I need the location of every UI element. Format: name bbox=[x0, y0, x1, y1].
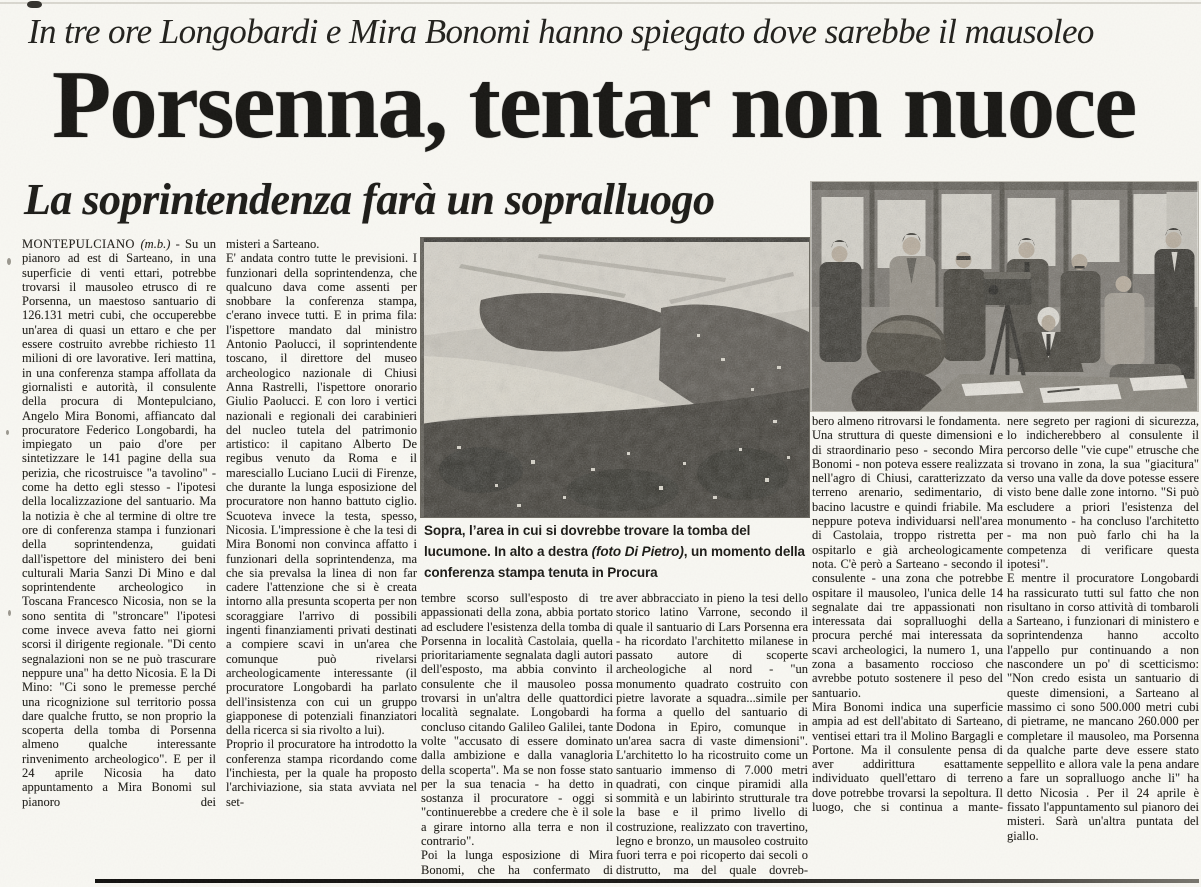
article-paragraph: aver abbracciato in pieno la tesi dello storico latino Varrone, secondo il quale il santuario di Lars Porsenna era - ha ricordato l'architetto milanese in passato autore di scoperte archeologiche al nord - "un monumento quadrato costruito con pietre lavorate a squadra...simile per forma a quello del santuario di Dodona in Epiro, comunque in un'area sacra di vaste dimensioni". L'architetto lo ha ricostruito come un santuario immenso di 7.000 metri quadrati, con cinque piramidi alla sommità e un labirinto strutturale tra la base e il primo livello di costruzione, realizzato con travertino, legno e bronzo, un mausoleo costruito fuori terra e poi ricoperto dai secoli o distrutto, ma del quale dovreb- bbox=[616, 591, 808, 877]
scan-artifact bbox=[6, 430, 9, 435]
article-paragraph: bero almeno ritrovarsi le fondamenta. bbox=[812, 414, 1001, 428]
kicker: In tre ore Longobardi e Mira Bonomi hanno spiegato dove sarebbe il mausoleo bbox=[28, 12, 1094, 51]
article-column-6 bbox=[1007, 414, 1199, 879]
article-column-3 bbox=[421, 591, 613, 887]
dateline: MONTEPULCIANO bbox=[22, 237, 141, 251]
photo-caption bbox=[424, 520, 810, 583]
headline: Porsenna, tentar non nuoce bbox=[52, 51, 1136, 158]
subhead: La soprintendenza farà un sopralluogo bbox=[24, 175, 715, 224]
article-paragraph: MONTEPULCIANO (m.b.) - Su un pianoro ad est di Sarteano, in una superficie di venti ettari, potrebbe trovarsi il mausoleo etrusco di re Porsenna, un maestoso santuario di 126.131 metri cubi, che occuperebbe un'area di quasi un ettaro e che per essere costruito avrebbe richiesto 11 milioni di ore lavorative. Ieri mattina, in una conferenza stampa affollata da giornalisti e autorità, il consulente della procura di Montepulciano, Angelo Mira Bonomi, affiancato dal procuratore Federico Longobardi, ha impiegato un paio d'ore per sintetizzare le 141 pagine della sua perizia, che ricostruisce "a tavolino" - come ha detto egli stesso - l'ipotesi della localizzazione del santuario. Ma la notizia è che al termine di oltre tre ore di conferenza stampa i funzionari della soprintendenza, guidati dall'ispettore del ministero dei beni culturali Maria Sanzi Di Mino e dal soprintendente archeologico in Toscana Francesco Nicosia, non se la sono sentita di "stroncare" l'ipotesi come invece aveva fatto nei giorni scorsi il dirigente regionale. "Di cento segnalazioni non se ne può trascurare neppure una" ha detto Nicosia. E la Di Mino: "Ci sono le premesse perché una ricognizione sul territorio possa dare qualche frutto, se non proprio la scoperta della tomba di Porsenna almeno qualche interessante rinvenimento archeologico". E per il 24 aprile Nicosia ha dato appuntamento a Mira Bonomi sul pianoro dei bbox=[22, 237, 216, 809]
top-scan-rule bbox=[0, 2, 1201, 4]
article-paragraph: tembre scorso sull'esposto di tre appassionati della zona, abbia portato ad escludere l'esistenza della tomba di Porsenna in località Castolaia, quella prioritariamente segnalata dagli autori dell'esposto, ma abbia convinto il consulente che il mausoleo possa trovarsi in un'altra delle quattordici località segnalate. Longobardi ha concluso citando Galileo Galilei, tante volte "accusato di essere dominato dalla ambizione e dalla vanagloria della scoperta". Ma se non fosse stato per la sua tenacia - ha detto in sostanza il procuratore - oggi si "continuerebbe a credere che è il sole a girare intorno alla terra e non il contrario". bbox=[421, 591, 613, 849]
article-paragraph: Poi la lunga esposizione di Mira Bonomi, che ha confermato di bbox=[421, 848, 613, 877]
article-paragraph: Mira Bonomi indica una superficie ampia ad est dell'abitato di Sarteano, ventisei ettari tra il Molino Bargagli e Portone. Ma il consulente pensa di aver addirittura esattamente individuato quell'ettaro di terreno dove potrebbe trovarsi la sepoltura. Il luogo, che si continua a mante- bbox=[812, 699, 1003, 815]
byline-initials: (m.b.) bbox=[140, 237, 171, 251]
press-conference-photo bbox=[810, 181, 1199, 412]
article-paragraph: E' andata contro tutte le previsioni. I funzionari della soprintendenza, che qualcuno dava come assenti per snobbare la conferenza stampa, c'erano invece tutti. E in prima fila: l'ispettore mandato dal ministro Antonio Paolucci, il soprintendente toscano, il direttore del museo archeologico nazionale di Chiusi Anna Rastrelli, l'ispettore onorario Giulio Paolucci. E con loro i vertici nazionali e regionali dei carabinieri del nucleo tutela del patrimonio artistico: il capitano Alberto De regibus venuto da Roma e il maresciallo Luciano Lucii di Firenze, che durante la lunga esposizione del procuratore non hanno battuto ciglio. Scuoteva invece la testa, spesso, Nicosia. L'impressione è che la tesi di Mira Bonomi non convinca affatto i funzionari della soprintendenza, ma che sia prevalsa la linea di non far cadere l'attenzione che si è creata intorno alla presunta scoperta per non scoraggiare l'arrivo di possibili ingenti finanziamenti privati destinati a compiere scavi in un'area che comunque può rivelarsi archeologicamente interessante (il procuratore Longobardi ha parlato dell'insistenza con cui un gruppo giapponese di potenziali finanziatori della ricerca si sia rivolto a lui). bbox=[226, 251, 417, 738]
caption-photo-credit: (foto Di Pietro) bbox=[591, 544, 684, 559]
article-column-5 bbox=[812, 414, 1003, 884]
article-paragraph: misteri a Sarteano. bbox=[226, 237, 320, 251]
article-column-1 bbox=[22, 237, 216, 887]
scan-artifact bbox=[8, 610, 11, 616]
scan-artifact bbox=[27, 1, 42, 8]
article-paragraph: nere segreto per ragioni di sicurezza, lo indicherebbero al consulente il percorso delle "vie cupe" etrusche che si trovano in zona, la sua "giacitura" verso una valle da dove potesse essere visto bene dalle zone intorno. "Si può escludere a priori l'esistenza del monumento - ha concluso l'architetto - ma non può farlo chi ha la competenza di verificare questa ipotesi". bbox=[1007, 414, 1199, 571]
article-paragraph: Proprio il procuratore ha introdotto la conferenza stampa ricordando come l'inchiesta, per la quale ha proposto l'archiviazione, sia stata avviata nel set- bbox=[226, 737, 417, 809]
aerial-area-photo bbox=[420, 237, 810, 518]
caption-text: , un momento della conferenza stampa tenuta in Procura bbox=[424, 544, 805, 580]
caption-text: Sopra, l’area in cui si dovrebbe trovare la tomba del lucumone. In alto a destra bbox=[424, 523, 751, 559]
bottom-article-rule bbox=[95, 879, 1199, 883]
article-paragraph: Una struttura di queste dimensioni e di straordinario peso - secondo Mira Bonomi - non poteva essere realizzata nell'agro di Chiusi, caratterizzato da terreno arenario, sedimentario, di bacino lacustre e quindi friabile. Ma neppure poteva individuarsi nell'area di Castolaia, troppo ristretta per ospitarlo e già archeologicamente nota. C'è però a Sarteano - secondo il consulente - una zona che potrebbe ospitare il mausoleo, l'unica delle 14 segnalate dai tre appassionati non interessata dai sopralluoghi della procura perché mai interessata da scavi archeologici, la numero 1, una zona a basamento roccioso che avrebbe potuto sostenere il peso del santuario. bbox=[812, 428, 1003, 700]
article-paragraph: E mentre il procuratore Longobardi ha rassicurato tutti sul fatto che non risultano in corso attività di tombaroli a Sarteano, i funzionari di ministero e soprintendenza hanno accolto l'appello pur continuando a non nascondere un po' di scetticismo: "Non credo esista un santuario di queste dimensioni, a Sarteano al massimo ci sono 500.000 metri cubi di pietrame, ne mancano 260.000 per completare il mausoleo, ma Porsenna da qualche parte deve essere stato seppellito e allora vale la pena andare a fare un sopralluogo anche li" ha detto Nicosia . Per il 24 aprile è fissato l'appuntamento sul pianoro dei misteri. Sarà un'altra puntata del giallo. bbox=[1007, 571, 1199, 843]
article-column-4 bbox=[616, 591, 808, 883]
scan-artifact bbox=[7, 258, 11, 265]
article-column-2 bbox=[226, 237, 417, 887]
